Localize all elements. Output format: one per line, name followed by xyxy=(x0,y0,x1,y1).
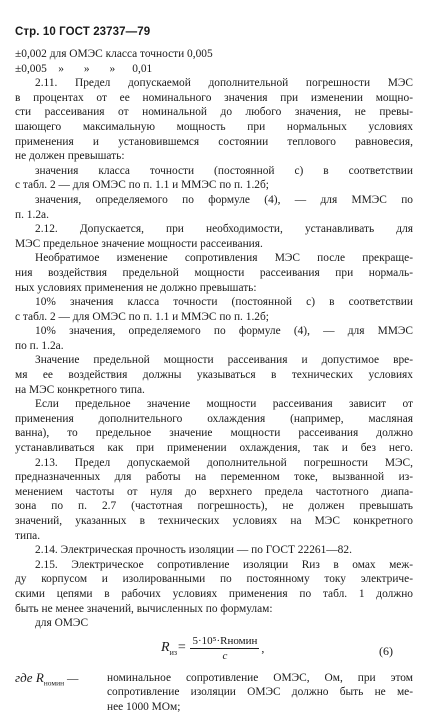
text-line: значений, указанных в технических условиях на МЭС конкретного xyxy=(15,515,413,527)
text-line: с табл. 2 — для ОМЭС по п. 1.1 и ММЭС по п. 1.2б; xyxy=(15,310,269,323)
text-line: применения и установившемся состоянии теплового равновесия, xyxy=(15,135,413,148)
clause-2-13-line: 2.13. Предел допускаемой дополнительной погрешности МЭС, xyxy=(35,456,413,469)
text-line: типа. xyxy=(15,529,41,542)
text-line: сопротивление изоляции ОМЭС должно быть не ме- xyxy=(107,686,413,699)
text-line: зона по п. 2.7 (частотная погрешность), не должен превышать xyxy=(15,500,413,513)
formula-tail: , xyxy=(261,640,265,655)
text-line: менением частоты от нуля до верхнего предела частотного диапа- xyxy=(15,485,413,498)
text-line: в процентах от ее номинального значения при изменении мощно- xyxy=(15,91,413,104)
definition-block xyxy=(15,671,413,715)
formula-lhs: $R_{из}=$ xyxy=(161,639,187,657)
text-line: не должен превышать: xyxy=(15,150,125,163)
text-line: значения, определяемого по формуле (4), — для ММЭС по xyxy=(35,193,413,206)
definition-text xyxy=(107,671,413,715)
text-line: 10% значения класса точности (постоянной с) в соответствии xyxy=(35,296,413,309)
clause-2-14-line: 2.14. Электрическая прочность изоляции — по ГОСТ 22261—82. xyxy=(35,544,352,557)
text-line: по п. 1.2а. xyxy=(15,339,64,352)
page-header: Стр. 10 ГОСТ 23737—79 xyxy=(15,26,151,38)
document-body xyxy=(15,47,413,715)
text-line: скими цепями в рабочих условиях применения по табл. 1 должно xyxy=(15,587,413,600)
formula-numerator: 5·10⁵·Rномин xyxy=(192,634,258,647)
text-line: для ОМЭС xyxy=(35,617,89,630)
text-line: ±0,002 для ОМЭС класса точности 0,005 xyxy=(15,48,213,60)
text-line: ния воздействия предельной мощности рассеивания при нормаль- xyxy=(15,266,413,279)
text-line: п. 1.2а. xyxy=(15,208,49,221)
text-line: применения дополнительного охлаждения (например, масляная xyxy=(15,412,413,425)
text-line: с табл. 2 — для ОМЭС по п. 1.1 и ММЭС по п. 1.2б; xyxy=(15,179,269,192)
text-line: нее 1000 МОм; xyxy=(107,700,181,713)
text-line: Необратимое изменение сопротивления МЭС после прекраще- xyxy=(35,252,413,265)
formula-expression xyxy=(161,635,264,662)
text-line: Если предельное значение мощности рассеивания зависит от xyxy=(35,398,413,411)
formula-number: (6) xyxy=(379,643,393,658)
text-line: номинальное сопротивление ОМЭС, Ом, при этом xyxy=(107,671,413,684)
formula-denominator: c xyxy=(222,649,228,662)
text-line: мя ее воздействия должны указываться в технических условиях xyxy=(15,369,413,382)
text-line: Значение предельной мощности рассеивания и допустимое вре- xyxy=(35,354,413,367)
text-line: быть не менее значений, вычисленных по формулам: xyxy=(15,602,273,615)
clause-2-12-line: 2.12. Допускается, при необходимости, устанавливать для xyxy=(35,223,413,236)
text-line: МЭС предельное значение мощности рассеивания. xyxy=(15,237,263,250)
text-line: значения класса точности (постоянной с) в соответствии xyxy=(35,164,413,177)
clause-2-15-line: 2.15. Электрическое сопротивление изоляции Rиз в омах меж- xyxy=(35,558,413,571)
definition-term: где $R_{номин}$ — xyxy=(15,669,79,688)
text-line: ванна), то предельное значение мощности рассеивания должно xyxy=(15,427,413,440)
formula-fraction xyxy=(190,635,259,662)
formula-6 xyxy=(15,635,413,669)
text-line: ±0,005 » » » 0,01 xyxy=(15,62,153,75)
text-line: устанавливаться как при применении охлаждения, так и без него. xyxy=(15,442,413,455)
text-line: сти рассеивания от номинальной до любого значения, не превы- xyxy=(15,106,413,119)
text-line: ду корпусом и изолированными по постоянному току электриче- xyxy=(15,573,413,586)
text-line: на МЭС конкретного типа. xyxy=(15,383,145,396)
text-line: предназначенных для работы на переменном токе, вызванной из- xyxy=(15,471,413,484)
clause-2-11-line: 2.11. Предел допускаемой дополнительной погрешности МЭС xyxy=(35,77,413,90)
text-line: ных условиях применения не должно превышать: xyxy=(15,281,257,294)
text-line: 10% значения, определяемого по формуле (4), — для ММЭС xyxy=(35,325,413,338)
text-line: шающего максимальную мощность при нормальных условиях xyxy=(15,120,413,133)
